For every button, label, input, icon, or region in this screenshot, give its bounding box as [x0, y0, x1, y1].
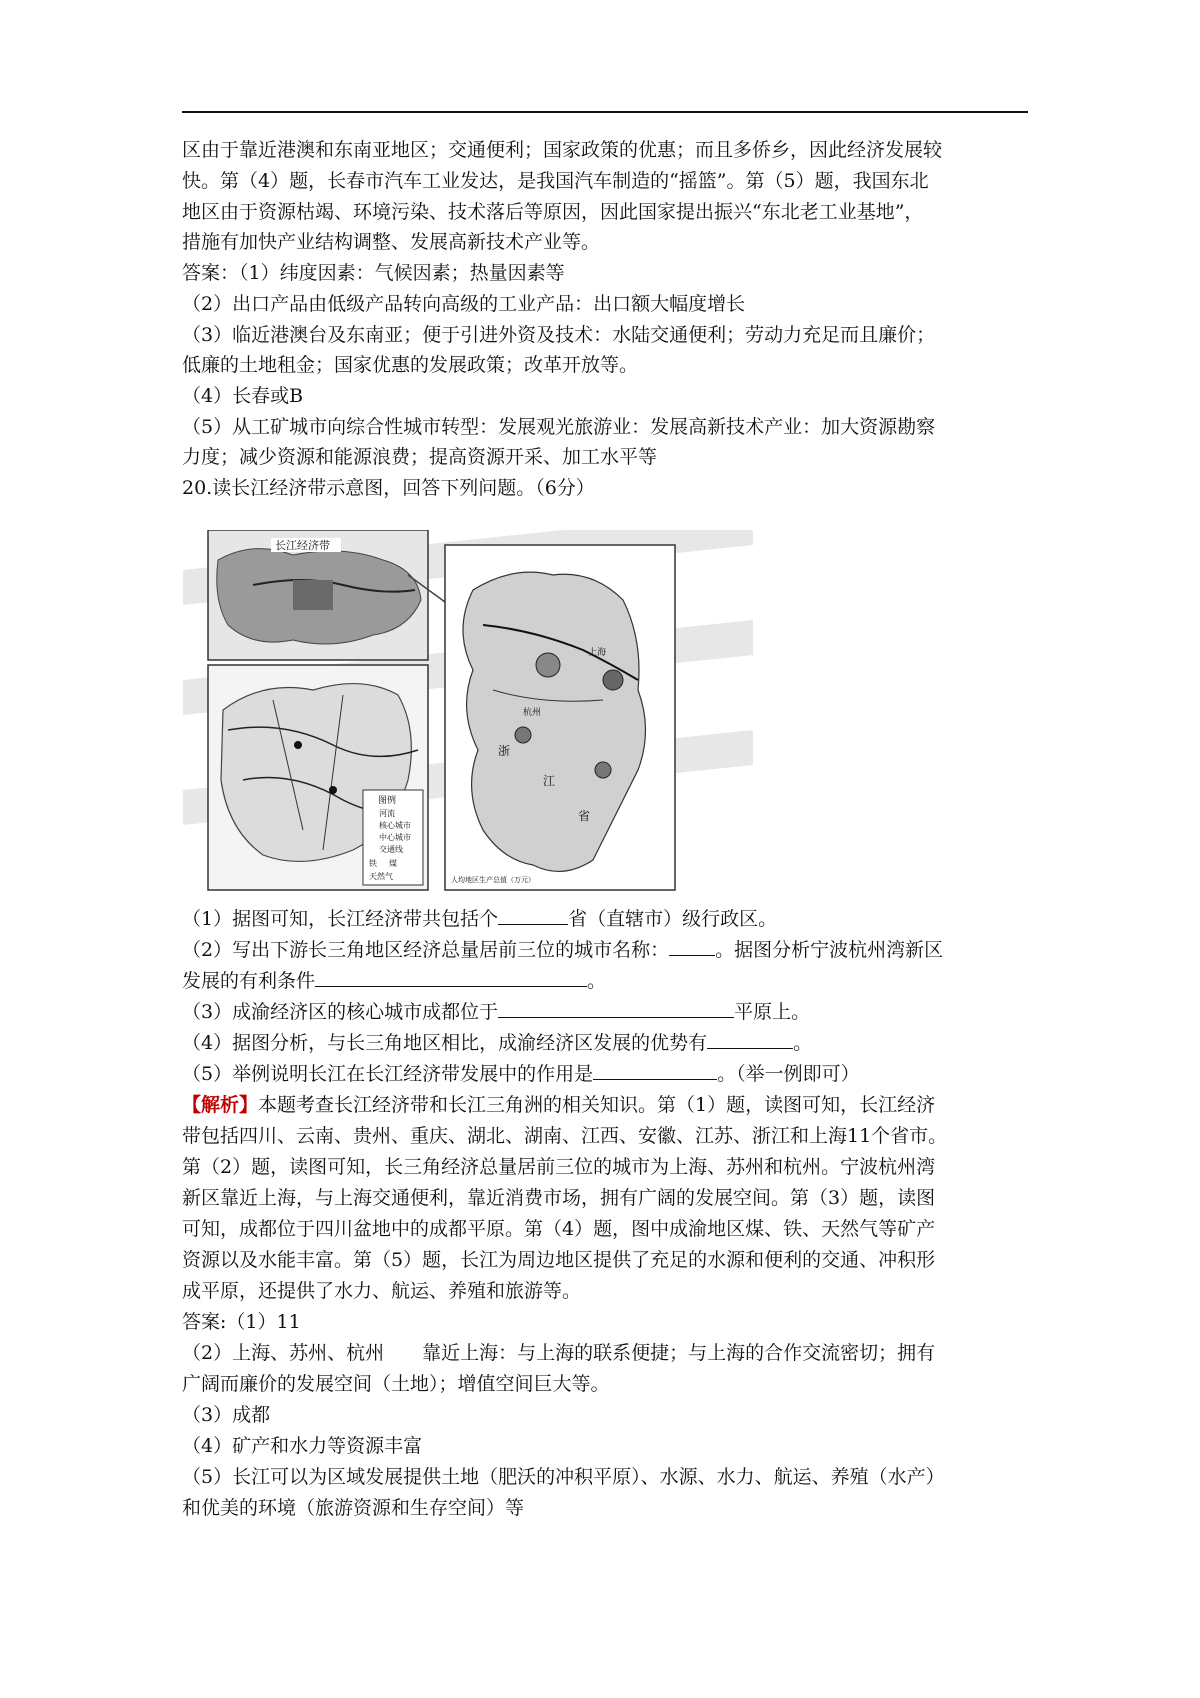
- answer-blank[interactable]: [669, 937, 715, 956]
- question-1: （1）据图可知，长江经济带共包括个 省（直辖市）级行政区。: [182, 908, 778, 930]
- legend-item: 河流: [379, 809, 395, 818]
- legend-item: 煤: [389, 859, 397, 868]
- overview-map: [208, 530, 428, 660]
- answer-line: （4）矿产和水力等资源丰富: [182, 1435, 423, 1457]
- place-label: 上海: [588, 648, 607, 658]
- legend-item: 天然气: [369, 872, 393, 881]
- analysis-line: 带包括四川、云南、贵州、重庆、湖北、湖南、江西、安徽、江苏、浙江和上海11个省市。: [182, 1125, 948, 1147]
- answer-line: （4）长春或B: [182, 385, 304, 407]
- analysis-line: 【解析】本题考查长江经济带和长江三角洲的相关知识。第（1）题，读图可知，长江经济: [182, 1094, 936, 1116]
- analysis-line: 新区靠近上海，与上海交通便利，靠近消费市场，拥有广阔的发展空间。第（3）题，读图: [182, 1187, 936, 1209]
- legend-item: 中心城市: [379, 833, 411, 842]
- legend-item: 铁: [369, 859, 377, 868]
- place-label: 浙: [498, 744, 511, 758]
- answer-line: 答案：（1）纬度因素：气候因素；热量因素等: [182, 262, 565, 284]
- analysis-line: 成平原，还提供了水力、航运、养殖和旅游等。: [182, 1280, 582, 1302]
- answer-line: 和优美的环境（旅游资源和生存空间）等: [182, 1497, 525, 1519]
- text-line: 快。第（4）题，长春市汽车工业发达，是我国汽车制造的“摇篮”。第（5）题，我国东北: [182, 170, 929, 192]
- answer-line: （5）长江可以为区域发展提供土地（肥沃的冲积平原）、水源、水力、航运、养殖（水产）: [182, 1466, 945, 1488]
- legend-item: 核心城市: [379, 821, 411, 830]
- answer-line: 广阔而廉价的发展空间（土地）；增值空间巨大等。: [182, 1373, 610, 1395]
- answer-line: （3）临近港澳台及东南亚；便于引进外资及技术：水陆交通便利；劳动力充足而且廉价；: [182, 324, 936, 346]
- legend-title: 图例: [378, 796, 397, 806]
- yangtze-economic-belt-map: [183, 530, 753, 895]
- answer-blank[interactable]: [498, 999, 734, 1018]
- text-line: 区由于靠近港澳和东南亚地区；交通便利；国家政策的优惠；而且多侨乡，因此经济发展较: [182, 139, 943, 161]
- question-heading: 20.读长江经济带示意图，回答下列问题。（6分）: [182, 477, 595, 499]
- legend-item: 交通线: [379, 845, 403, 854]
- answer-blank[interactable]: [315, 968, 587, 987]
- analysis-line: 可知，成都位于四川盆地中的成都平原。第（4）题，图中成渝地区煤、铁、天然气等矿产: [182, 1218, 936, 1240]
- answer-line: 答案:（1）11: [182, 1311, 301, 1333]
- overview-map-title: 长江经济带: [275, 539, 330, 552]
- place-label: 江: [543, 774, 556, 788]
- answer-line: 低廉的土地租金；国家优惠的发展政策；改革开放等。: [182, 354, 639, 376]
- place-label: 省: [578, 809, 591, 823]
- text-line: 地区由于资源枯竭、环境污染、技术落后等原因，因此国家提出振兴“东北老工业基地”，: [182, 201, 924, 223]
- answer-line: （3）成都: [182, 1404, 271, 1426]
- answer-line: （2）出口产品由低级产品转向高级的工业产品：出口额大幅度增长: [182, 293, 746, 315]
- chengyu-region-map: [208, 665, 428, 890]
- answer-line: （2）上海、苏州、杭州 靠近上海：与上海的联系便捷；与上海的合作交流密切；拥有: [182, 1342, 936, 1364]
- analysis-line: 资源以及水能丰富。第（5）题，长江为周边地区提供了充足的水源和便利的交通、冲积形: [182, 1249, 936, 1271]
- question-3: （3）成渝经济区的核心城市成都位于 平原上。: [182, 1001, 811, 1023]
- answer-line: 力度；减少资源和能源浪费；提高资源开采、加工水平等: [182, 446, 658, 468]
- question-2: （2）写出下游长三角地区经济总量居前三位的城市名称： 。据图分析宁波杭州湾新区: [182, 939, 944, 961]
- map-caption: 人均地区生产总值（万元）: [451, 876, 535, 884]
- analysis-tag: 【解析】: [182, 1094, 259, 1116]
- question-5: （5）举例说明长江在长江经济带发展中的作用是 。（举一例即可）: [182, 1063, 860, 1085]
- question-2-cont: 发展的有利条件 。: [182, 970, 607, 992]
- analysis-line: 第（2）题，读图可知，长三角经济总量居前三位的城市为上海、苏州和杭州。宁波杭州湾: [182, 1156, 936, 1178]
- text-line: 措施有加快产业结构调整、发展高新技术产业等。: [182, 231, 601, 253]
- header-rule: [182, 111, 1028, 113]
- answer-blank[interactable]: [707, 1030, 793, 1049]
- answer-blank[interactable]: [498, 906, 568, 925]
- answer-line: （5）从工矿城市向综合性城市转型：发展观光旅游业：发展高新技术产业：加大资源勘察: [182, 416, 936, 438]
- answer-blank[interactable]: [593, 1061, 717, 1080]
- question-4: （4）据图分析，与长三角地区相比，成渝经济区发展的优势有 。: [182, 1032, 813, 1054]
- yangtze-delta-map: [445, 545, 675, 890]
- place-label: 杭州: [523, 708, 542, 718]
